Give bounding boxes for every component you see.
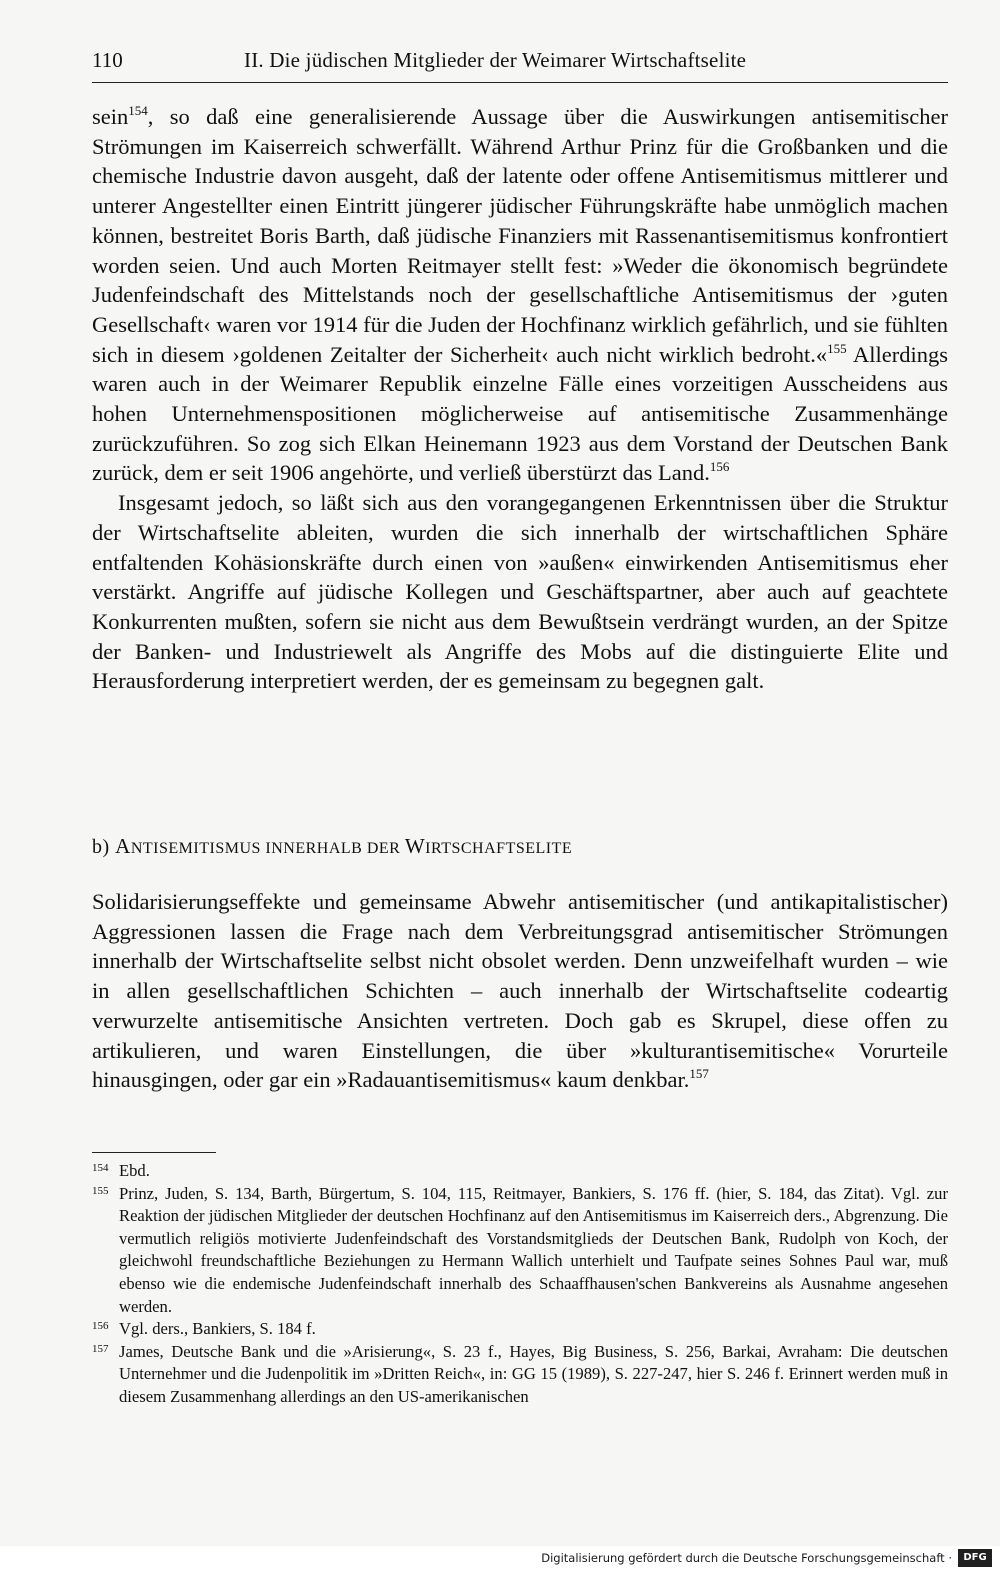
footnote-text: Vgl. ders., Bankiers, S. 184 f.: [119, 1319, 316, 1339]
footnote: [92, 1341, 948, 1409]
paragraph-1-part-c: Allerdings waren auch in der Weimarer Republik einzelne Fälle eines vorzeitigen Ausscheidens aus hohen Unternehmenspositionen möglicherweise auf antisemitische Zusammenhänge zurückzuführen. So zog sich Elkan Heinemann 1923 aus dem Vorstand der Deutschen Bank zurück, dem er seit 1906 angehörte, und verließ überstürzt das Land.: [92, 341, 949, 486]
paragraph-3: [92, 887, 948, 1095]
footnotes: [92, 1160, 948, 1409]
footnote-ref-157: 157: [689, 1066, 709, 1082]
paragraph-2: Insgesamt jedoch, so läßt sich aus den vorangegangenen Erkenntnissen über die Struktur der Wirtschaftselite ableiten, wurden die sich innerhalb der wirtschaftlichen Sphäre entfaltenden Kohäsionskräfte durch einen von »außen« einwirkenden Antisemitismus eher verstärkt. Angriffe auf jüdische Kollegen und Geschäftspartner, aber auch auf geachtete Konkurrenten mußten, sofern sie nicht aus dem Bewußtsein verdrängt wurden, an der Spitze der Banken- und Industriewelt als Angriffe des Mobs auf die distinguierte Elite und Herausforderung interpretiert werden, der es gemeinsam zu begegnen galt.: [92, 490, 948, 694]
paragraph-1: [92, 102, 948, 488]
section-text: [92, 887, 948, 1095]
page-number: 110: [92, 48, 123, 72]
running-title: II. Die jüdischen Mitglieder der Weimarer Wirtschaftselite: [244, 48, 747, 72]
dfg-logo-icon: DFG: [958, 1549, 992, 1567]
paragraph-1-part-a: sein: [92, 104, 129, 129]
footnote: [92, 1183, 948, 1319]
section-heading: [92, 834, 948, 859]
digitization-credit: Digitalisierung gefördert durch die Deutsche Forschungsgemeinschaft ·: [541, 1551, 952, 1565]
footnote-text: James, Deutsche Bank und die »Arisierung«, S. 23 f., Hayes, Big Business, S. 256, Barkai, Avraham: Die deutschen Unternehmer und die Judenpolitik im »Dritten Reich«, in: GG 15 (1989), S. 227-247, hier S. 246 f. Erinnert werden muß in diesem Zusammenhang allerdings an den US-amerikanischen: [119, 1341, 948, 1406]
footnote-ref-156: 156: [709, 459, 730, 475]
footnote-number: 157: [92, 1342, 109, 1355]
section-title-rest-b: IRTSCHAFTSELITE: [425, 840, 573, 857]
section-title-cap-b: W: [404, 834, 426, 858]
footnote: [92, 1318, 948, 1341]
section-title-rest-a: NTISEMITISMUS INNERHALB DER: [130, 840, 405, 857]
running-header: [92, 48, 948, 83]
section-title-cap-a: A: [115, 834, 131, 858]
footnote-number: 156: [92, 1320, 109, 1333]
footnote-text: Ebd.: [119, 1161, 150, 1180]
paragraph-1-part-b: , so daß eine generalisierende Aussage über die Auswirkungen antisemitischer Strömungen im Kaiserreich schwerfällt. Während Arthur Prinz für die Großbanken und die chemische Industrie davon ausgeht, daß der latente oder offene Antisemitismus mittlerer und unterer Angestellter einen Eintritt jüngerer jüdischer Führungskräfte habe unmöglich machen können, bestreitet Boris Barth, daß jüdische Finanziers mit Rassenantisemitismus konfrontiert worden seien. Und auch Morten Reitmayer stellt fest: »Weder die ökonomisch begründete Judenfeindschaft des Mittelstands noch der gesellschaftliche Antisemitismus der ›guten Gesellschaft‹ waren vor 1914 für die Juden der Hochfinanz wirklich gefährlich, und sie fühlten sich in diesem ›goldenen Zeitalter der Sicherheit‹ auch nicht wirklich bedroht.«: [92, 104, 948, 367]
footnote-number: 155: [92, 1184, 109, 1197]
main-text: [92, 102, 948, 696]
footnote-ref-154: 154: [128, 103, 148, 118]
section-marker: b): [92, 836, 110, 858]
footnote-number: 154: [92, 1162, 109, 1174]
paragraph-3-text: Solidarisierungseffekte und gemeinsame Abwehr antisemitischer (und antikapitalistischer) Aggressionen lassen die Frage nach dem Verbreitungsgrad antisemitischer Strömungen innerhalb der Wirtschaftselite selbst nicht obsolet werden. Denn unzweifelhaft wurden – wie in allen gesellschaftlichen Schichten – auch innerhalb der Wirtschaftselite codeartig verwurzelte antisemitische Ansichten vertreten. Doch gab es Skrupel, diese offen zu artikulieren, und waren Einstellungen, die über »kulturantisemitische« Vorurteile hinausgingen, oder gar ein »Radauantisemitismus« kaum denkbar.: [92, 889, 948, 1093]
footnote-ref-155: 155: [827, 340, 847, 356]
footnote-separator: [92, 1152, 216, 1153]
footnote-text: Prinz, Juden, S. 134, Barth, Bürgertum, S. 104, 115, Reitmayer, Bankiers, S. 176 ff. (hier, S. 184, das Zitat). Vgl. zur Reaktion der jüdischen Mitglieder der deutschen Hochfinanz auf den Antisemitismus im Kaiserreich ders., Abgrenzung. Die vermutlich religiös motivierte Judenfeindschaft des Vorstandsmitglieds der Deutschen Bank, Rudolph von Koch, der gleichwohl freundschaftliche Beziehungen zu Hermann Wallich unterhielt und Taufpate seines Sohnes Paul war, muß ebenso wie die endemische Judenfeindschaft innerhalb des Schaaffhausen'schen Bankvereins als Ausnahme angesehen werden.: [119, 1183, 948, 1316]
footnote: [92, 1160, 948, 1183]
